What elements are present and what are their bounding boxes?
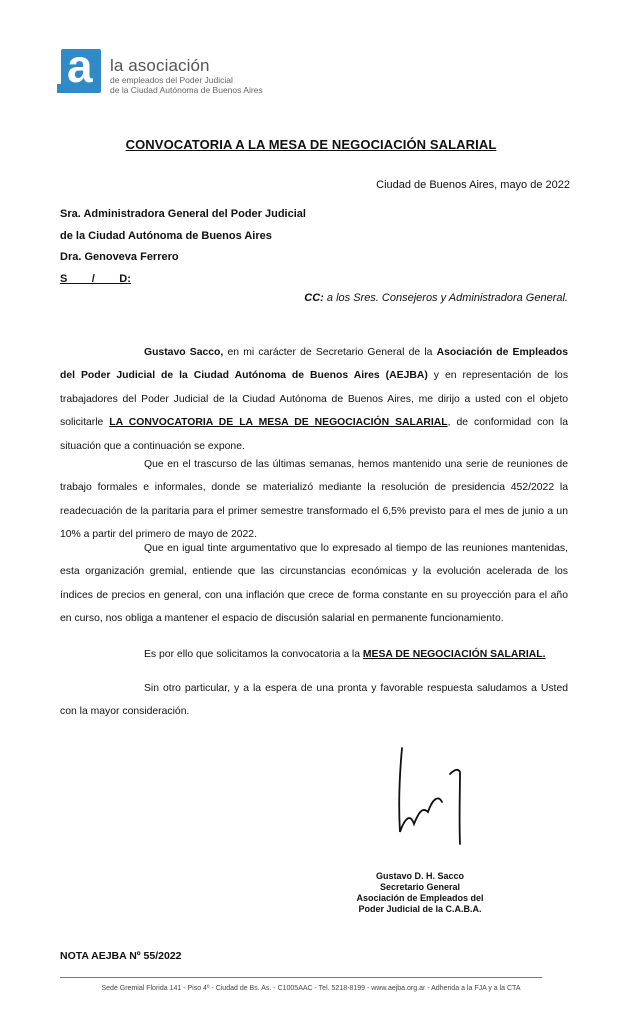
paragraph-5: Sin otro particular, y a la espera de una pronta y favorable respuesta saludamos a Usted con la mayor consideración. — [60, 683, 568, 718]
addressee-line-2: de la Ciudad Autónoma de Buenos Aires — [60, 230, 272, 242]
signatory-name: Gustavo D. H. Sacco — [375, 871, 465, 881]
paragraph-4 — [60, 643, 568, 666]
letter-body-2 — [60, 453, 568, 547]
salutation-sd: S / D: — [60, 273, 131, 285]
logo-subtitle-2: de la Ciudad Autónoma de Buenos Aires — [110, 85, 263, 95]
association-logo — [57, 40, 263, 95]
signature-block — [340, 871, 500, 915]
letter-body-3 — [60, 537, 568, 631]
paragraph-1 — [60, 341, 568, 458]
footer-address: Sede Gremial Florida 141 - Piso 4º - Ciudad de Bs. As. - C1005AAC - Tel. 5218-8199 - www.aejba.org.ar - Adherida a la FJA y a la CTA — [101, 985, 521, 992]
letter-body-5 — [60, 677, 568, 724]
sender-name: Gustavo Sacco, — [144, 347, 224, 358]
p1-text-a: en mi carácter de Secretario General de la — [223, 347, 437, 358]
p4-text: Es por ello que solicitamos la convocatoria a la — [144, 649, 363, 660]
organization-name: Asociación de Empleados del Poder Judicial de la Ciudad Autónoma de Buenos Aires (AEJBA) — [60, 347, 568, 382]
cc-text: a los Sres. Consejeros y Administradora General. — [323, 292, 568, 304]
paragraph-3: Que en igual tinte argumentativo que lo expresado al tiempo de las reuniones mantenidas, esta organización gremial, entiende que las circunstancias económicas y la evolución acelerada de los índices de precios en general, con una inflación que crece de forma constante en su proyección para el año en curso, nos obliga a mantener el espacio de discusión salarial en permanente funcionamiento. — [60, 543, 568, 625]
document-title: CONVOCATORIA A LA MESA DE NEGOCIACIÓN SALARIAL — [125, 137, 497, 152]
p4-highlight: MESA DE NEGOCIACIÓN SALARIAL. — [362, 649, 546, 660]
logo-subtitle-1: de empleados del Poder Judicial — [110, 75, 233, 85]
letter-body — [60, 341, 568, 458]
logo-a-icon: a — [57, 49, 101, 93]
letter-body-4 — [60, 643, 568, 666]
p1-text-c: , de conformidad con la situación que a continuación se expone. — [60, 417, 569, 452]
carbon-copy — [304, 292, 568, 304]
signatory-org-2: Poder Judicial de la C.A.B.A. — [358, 904, 482, 914]
paragraph-2: Que en el trascurso de las últimas semanas, hemos mantenido una serie de reuniones de trabajo formales e informales, donde se materializó mediante la resolución de presidencia 452/2022 la readecuación de la paritaria para el primer semestre transformado el 6,5% previsto para el mes de junio a un 10% a partir del primero de mayo de 2022. — [60, 459, 568, 541]
signatory-org-1: Asociación de Empleados del — [356, 893, 484, 903]
cc-label: CC: — [304, 292, 324, 304]
note-reference: NOTA AEJBA Nº 55/2022 — [60, 950, 182, 962]
addressee-line-1: Sra. Administradora General del Poder Judicial — [60, 208, 306, 220]
signatory-role: Secretario General — [379, 882, 461, 892]
handwritten-signature — [390, 740, 480, 850]
request-highlight: LA CONVOCATORIA DE LA MESA DE NEGOCIACIÓN SALARIAL — [109, 417, 448, 429]
addressee-line-3: Dra. Genoveva Ferrero — [60, 251, 179, 263]
letter-date: Ciudad de Buenos Aires, mayo de 2022 — [376, 179, 570, 191]
p1-text-b: y en representación de los trabajadores del Poder Judicial de la Ciudad Autónoma de Buenos Aires, me dirijo a usted con el objeto solicitarle — [60, 370, 569, 429]
logo-brand: la asociación — [110, 56, 210, 75]
footer-divider — [60, 977, 542, 978]
